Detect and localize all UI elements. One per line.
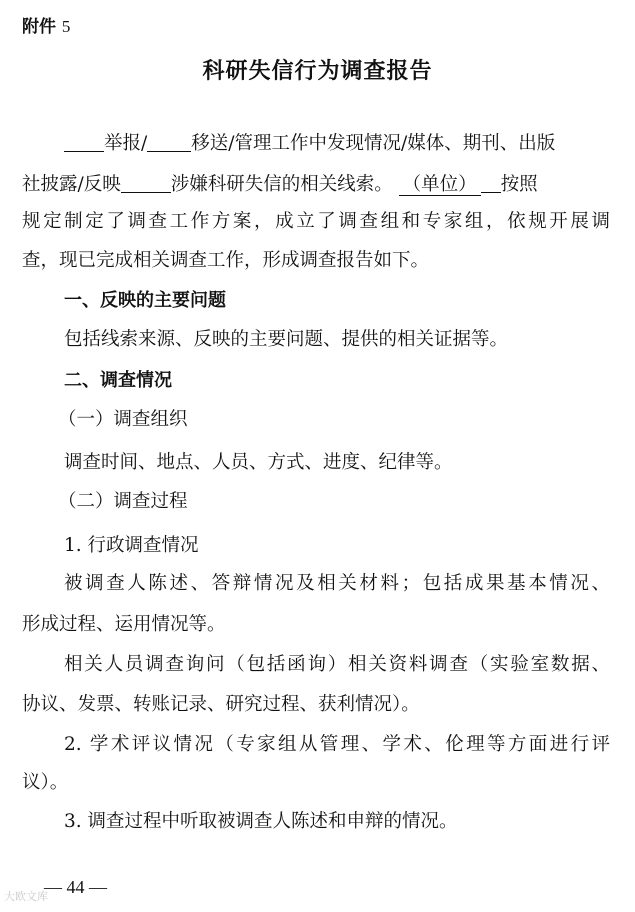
intro-text: 社披露/反映 <box>22 174 121 195</box>
paragraph-line: 议）。 <box>22 772 69 793</box>
blank-field <box>121 172 171 193</box>
attachment-number: 5 <box>61 17 71 36</box>
intro-text: 按照 <box>500 174 538 195</box>
paragraph-line: 形成过程、运用情况等。 <box>22 614 226 635</box>
watermark: 大欧文库 <box>4 890 48 903</box>
unit-field: （单位） <box>399 174 481 196</box>
paragraph-line: 被调查人陈述、答辩情况及相关材料；包括成果基本情况、 <box>64 573 610 594</box>
blank-field <box>481 172 501 193</box>
intro-line-3: 规定制定了调查工作方案，成立了调查组和专家组，依规开展调 <box>22 211 610 232</box>
intro-text: 涉嫌科研失信的相关线索。 <box>170 174 393 195</box>
blank-field <box>147 131 191 152</box>
subsection-heading: （二）调查过程 <box>58 491 188 512</box>
intro-text: 举报/ <box>104 133 148 154</box>
intro-line-1 <box>64 131 555 156</box>
paragraph-line: 相关人员调查询问（包括函询）相关资料调查（实验室数据、 <box>64 654 610 675</box>
blank-field <box>64 131 104 152</box>
section-heading: 一、反映的主要问题 <box>64 290 226 311</box>
intro-line-2 <box>22 172 538 197</box>
paragraph-line: 协议、发票、转账记录、研究过程、获利情况）。 <box>22 694 420 715</box>
page-number: — 44 — <box>44 877 107 897</box>
paragraph-line: 2. 学术评议情况（专家组从管理、学术、伦理等方面进行评 <box>64 734 610 755</box>
attachment-text: 附件 <box>22 17 56 37</box>
document-title: 科研失信行为调查报告 <box>202 59 433 84</box>
intro-line-4: 查，现已完成相关调查工作，形成调查报告如下。 <box>22 250 430 271</box>
paragraph: 包括线索来源、反映的主要问题、提供的相关证据等。 <box>64 329 509 350</box>
attachment-label <box>22 16 70 38</box>
section-heading: 二、调查情况 <box>64 370 172 391</box>
paragraph: 调查时间、地点、人员、方式、进度、纪律等。 <box>64 452 453 473</box>
item-heading: 1. 行政调查情况 <box>64 535 199 556</box>
subsection-heading: （一）调查组织 <box>58 409 188 430</box>
paragraph-line: 3. 调查过程中听取被调查人陈述和申辩的情况。 <box>64 811 458 832</box>
intro-text: 移送/管理工作中发现情况/媒体、期刊、出版 <box>191 133 556 154</box>
